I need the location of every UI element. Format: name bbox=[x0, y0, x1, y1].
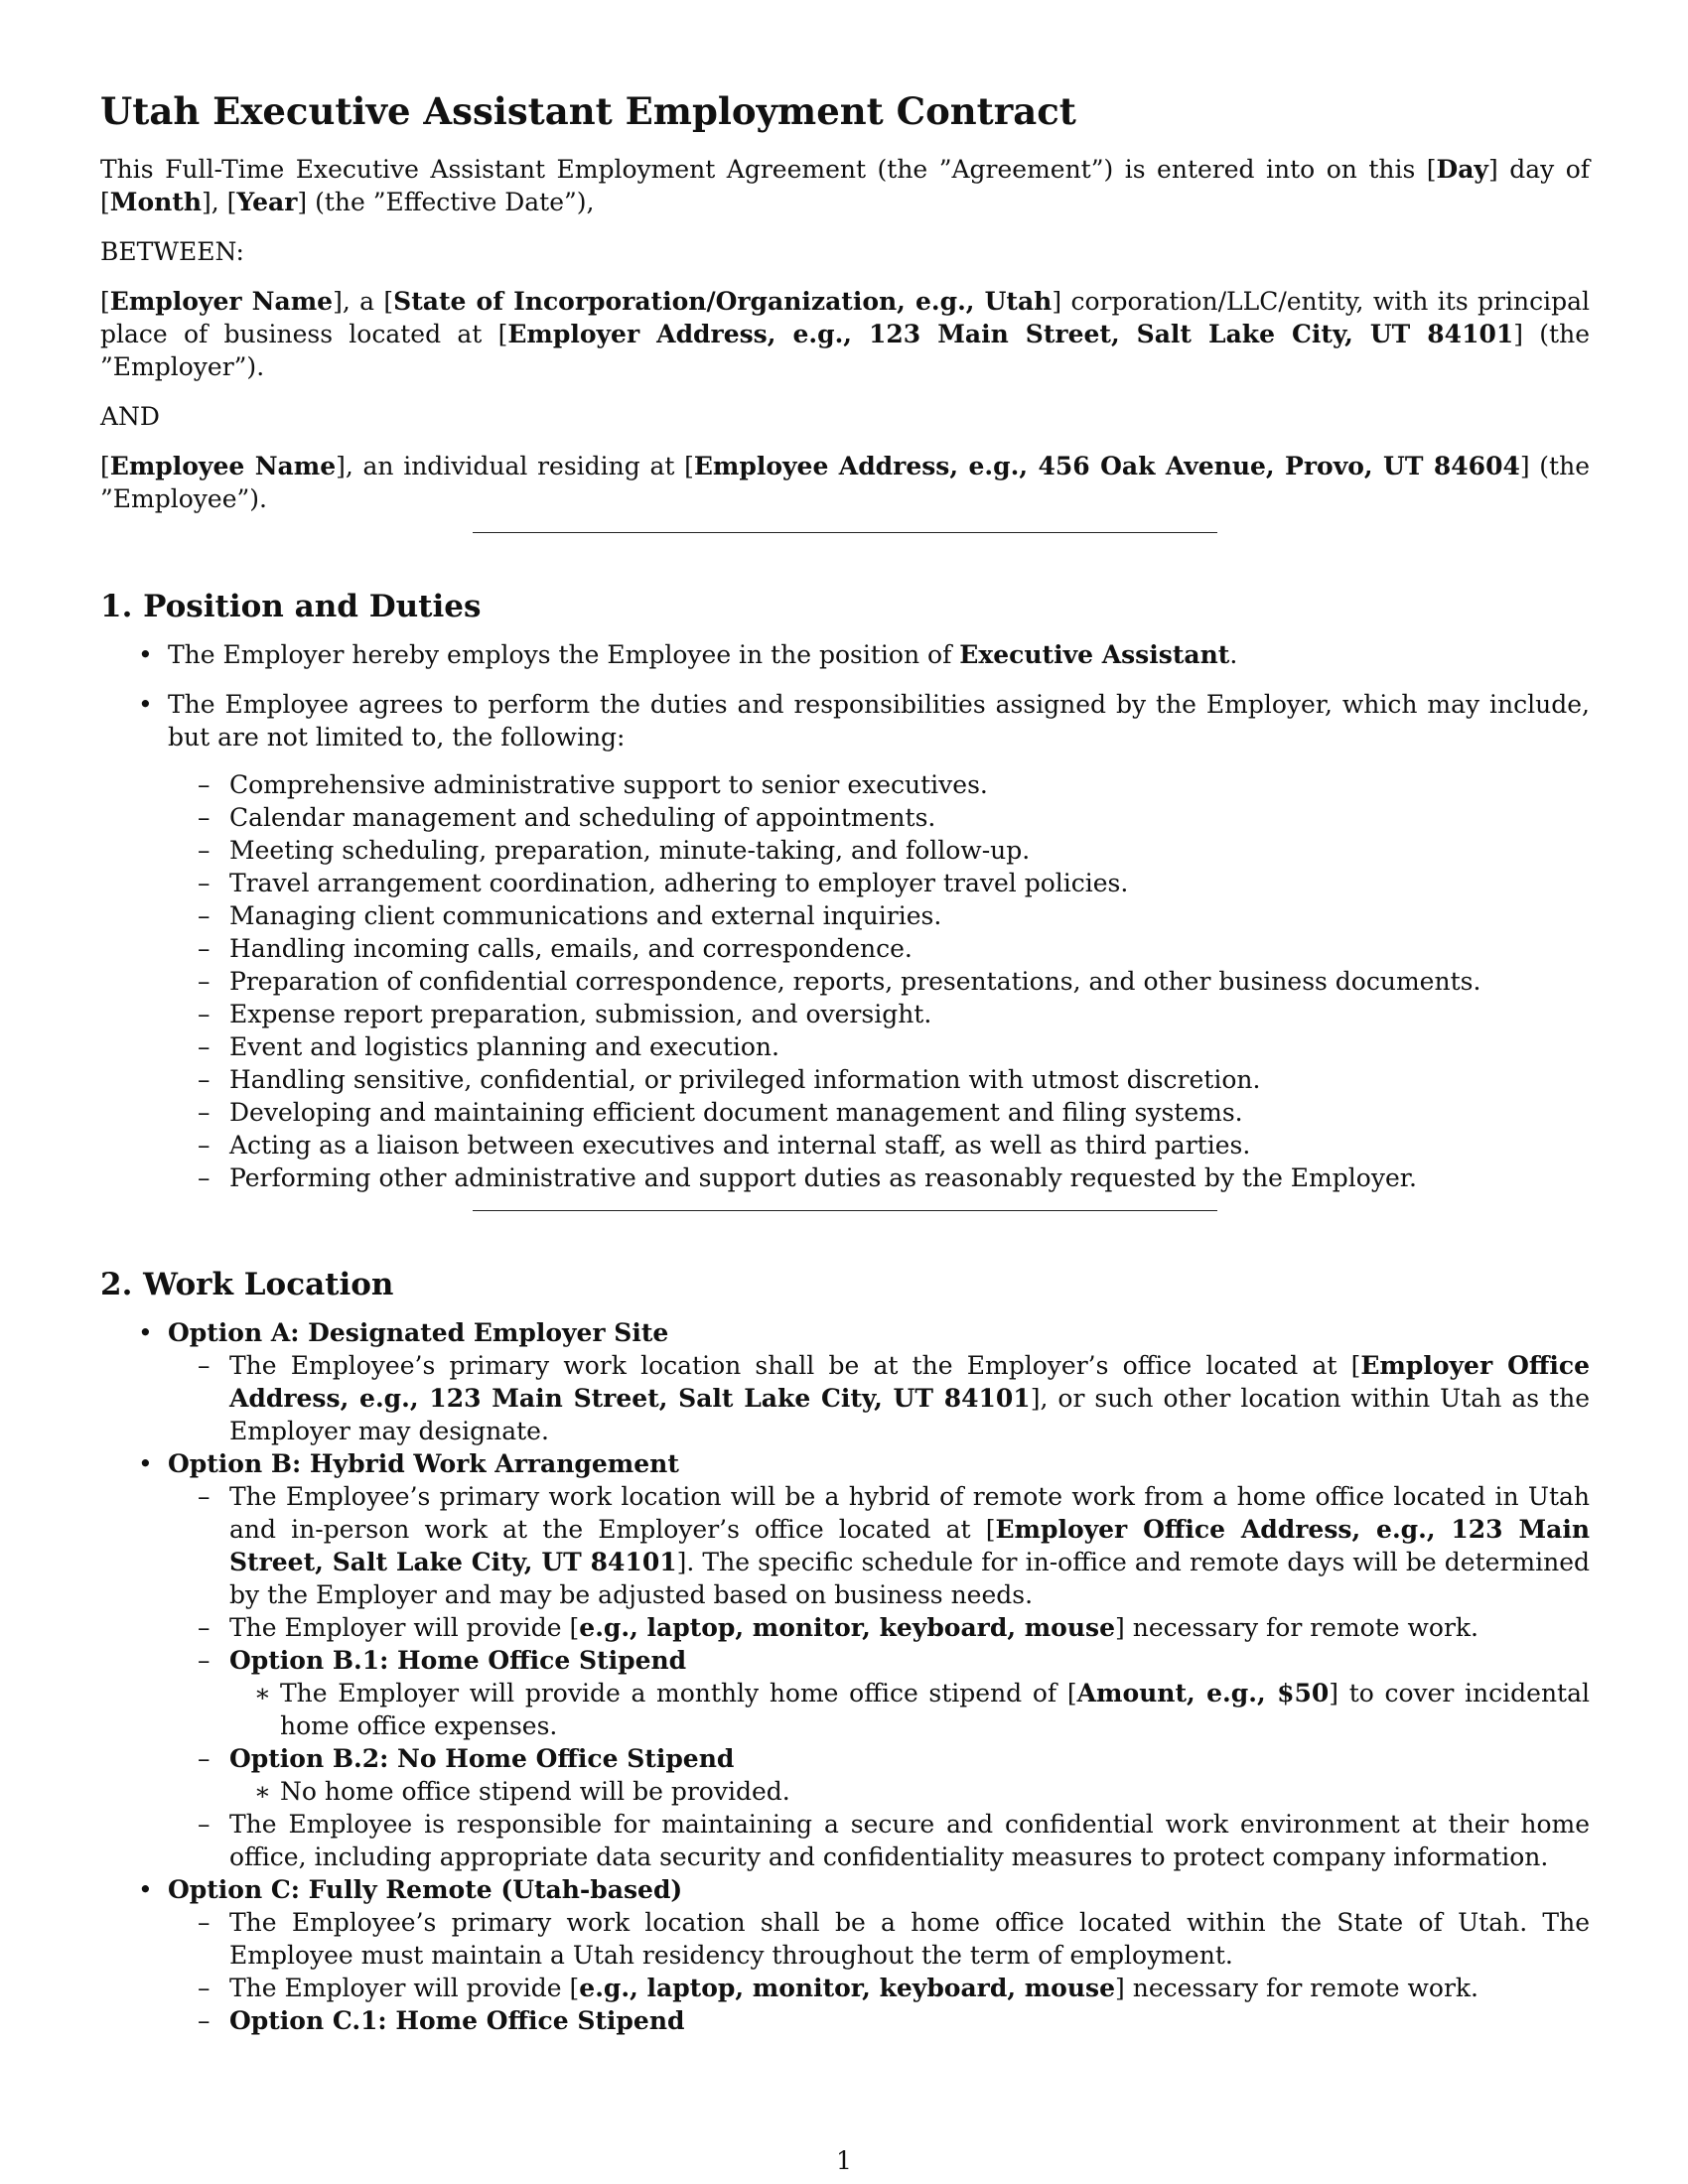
duty-item: – Managing client communications and external inquiries. bbox=[168, 899, 1590, 932]
section-divider bbox=[473, 532, 1217, 533]
list-item: – The Employer will provide [e.g., laptop, monitor, keyboard, mouse] necessary for remote work. bbox=[168, 1972, 1590, 2004]
list-item: ∗ The Employer will provide a monthly home office stipend of [Amount, e.g., $50] to cover incidental home office expenses. bbox=[229, 1677, 1590, 1742]
option-a: • Option A: Designated Employer Site – The Employee’s primary work location shall be at the Employer’s office located at [Employer Office Address, e.g., 123 Main Street, Salt Lake City, UT 84101], or such other location within Utah as the Employer may designate. bbox=[100, 1316, 1590, 1447]
section-2-list bbox=[100, 1316, 1590, 2037]
year-placeholder: Year bbox=[236, 188, 298, 216]
list-item: – The Employee’s primary work location will be a hybrid of remote work from a home office located in Utah and in-person work at the Employer’s office located at [Employer Office Address, e.g., 123 Main Street, Salt Lake City, UT 84101]. The specific schedule for in-office and remote days will be determined by the Employer and may be adjusted based on business needs. bbox=[168, 1480, 1590, 1611]
duty-item: – Performing other administrative and support duties as reasonably requested by the Employer. bbox=[168, 1161, 1590, 1194]
employer-address-placeholder: Employer Address, e.g., 123 Main Street, Salt Lake City, UT 84101 bbox=[507, 320, 1514, 348]
duty-item: – Handling sensitive, confidential, or privileged information with utmost discretion. bbox=[168, 1063, 1590, 1096]
document-title: Utah Executive Assistant Employment Contract bbox=[100, 89, 1076, 133]
duty-item: – Handling incoming calls, emails, and correspondence. bbox=[168, 932, 1590, 965]
list-item: – The Employee’s primary work location shall be at the Employer’s office located at [Employer Office Address, e.g., 123 Main Street, Salt Lake City, UT 84101], or such other location within Utah as the Employer may designate. bbox=[168, 1349, 1590, 1447]
section-1-heading: 1. Position and Duties bbox=[100, 589, 482, 624]
intro-paragraph: This Full-Time Executive Assistant Employment Agreement (the ”Agreement”) is entered into on this [Day] day of [Month], [Year] (the ”Effective Date”), bbox=[100, 155, 1591, 216]
document-page bbox=[100, 87, 1590, 2037]
duty-item: – Acting as a liaison between executives and internal staff, as well as third parties. bbox=[168, 1129, 1590, 1161]
month-placeholder: Month bbox=[109, 188, 203, 216]
list-item: – The Employee is responsible for maintaining a secure and confidential work environment at their home office, including appropriate data security and confidentiality measures to protect company information. bbox=[168, 1808, 1590, 1873]
employee-paragraph: [Employee Name], an individual residing at [Employee Address, e.g., 456 Oak Avenue, Provo, UT 84604] (the ”Employee”). bbox=[100, 452, 1590, 513]
duty-item: – Travel arrangement coordination, adhering to employer travel policies. bbox=[168, 867, 1590, 899]
duty-item: – Calendar management and scheduling of appointments. bbox=[168, 801, 1590, 834]
duty-item: – Developing and maintaining efficient document management and filing systems. bbox=[168, 1096, 1590, 1129]
duty-item: – Event and logistics planning and execution. bbox=[168, 1030, 1590, 1063]
duties-list bbox=[168, 768, 1590, 1194]
and-label: AND bbox=[100, 402, 160, 431]
list-item: • The Employer hereby employs the Employee in the position of Executive Assistant. bbox=[100, 638, 1590, 671]
state-placeholder: State of Incorporation/Organization, e.g., Utah bbox=[393, 287, 1053, 316]
section-divider bbox=[473, 1210, 1217, 1211]
section-1-list bbox=[100, 638, 1590, 753]
between-label: BETWEEN: bbox=[100, 237, 244, 266]
employee-name-placeholder: Employee Name bbox=[109, 452, 337, 480]
duty-item: – Meeting scheduling, preparation, minute-taking, and follow-up. bbox=[168, 834, 1590, 867]
list-item: – The Employee’s primary work location shall be a home office located within the State of Utah. The Employee must maintain a Utah residency throughout the term of employment. bbox=[168, 1906, 1590, 1972]
duty-item: – Expense report preparation, submission, and oversight. bbox=[168, 998, 1590, 1030]
page-number: 1 bbox=[836, 2146, 852, 2175]
employer-name-placeholder: Employer Name bbox=[109, 287, 334, 316]
list-item: • The Employee agrees to perform the duties and responsibilities assigned by the Employer, which may include, but are not limited to, the following: bbox=[100, 688, 1590, 753]
employer-paragraph: [Employer Name], a [State of Incorporation/Organization, e.g., Utah] corporation/LLC/entity, with its principal place of business located at [Employer Address, e.g., 123 Main Street, Salt Lake City, UT 84101] (the ”Employer”). bbox=[100, 287, 1590, 381]
option-b: • Option B: Hybrid Work Arrangement – The Employee’s primary work location will be a hybrid of remote work from a home office located in Utah and in-person work at the Employer’s office located at [Employer Office Address, e.g., 123 Main Street, Salt Lake City, UT 84101]. The specific schedule for in-office and remote days will be determined by the Employer and may be adjusted based on business needs. – The Employer will provide [e.g., laptop, monitor, keyboard, mouse] necessary for remote work. – Option B.1: Home Office Stipend ∗ The Employer will provide a monthly home office stipend of [Amount, e.g., $50] to cover incidental home office expenses. – Option B.2: No Home Office Stipend ∗ No home office stipend will be provided. – The Employee is responsible for maintaining a secure and confidential work environment at their home office, including appropriate data security and confidentiality measures to protect company information. bbox=[100, 1447, 1590, 1873]
duty-item: – Preparation of confidential correspondence, reports, presentations, and other business documents. bbox=[168, 965, 1590, 998]
option-c: • Option C: Fully Remote (Utah-based) – The Employee’s primary work location shall be a home office located within the State of Utah. The Employee must maintain a Utah residency throughout the term of employment. – The Employer will provide [e.g., laptop, monitor, keyboard, mouse] necessary for remote work. – Option C.1: Home Office Stipend bbox=[100, 1873, 1590, 2037]
option-c1: – Option C.1: Home Office Stipend bbox=[168, 2004, 1590, 2037]
option-b1: – Option B.1: Home Office Stipend ∗ The Employer will provide a monthly home office stipend of [Amount, e.g., $50] to cover incidental home office expenses. bbox=[168, 1644, 1590, 1742]
day-placeholder: Day bbox=[1436, 155, 1488, 184]
duty-item: – Comprehensive administrative support to senior executives. bbox=[168, 768, 1590, 801]
list-item: ∗ No home office stipend will be provided. bbox=[229, 1775, 1590, 1808]
option-b2: – Option B.2: No Home Office Stipend ∗ No home office stipend will be provided. bbox=[168, 1742, 1590, 1808]
section-2-heading: 2. Work Location bbox=[100, 1267, 394, 1302]
list-item: – The Employer will provide [e.g., laptop, monitor, keyboard, mouse] necessary for remote work. bbox=[168, 1611, 1590, 1644]
employee-address-placeholder: Employee Address, e.g., 456 Oak Avenue, Provo, UT 84604 bbox=[693, 452, 1520, 480]
